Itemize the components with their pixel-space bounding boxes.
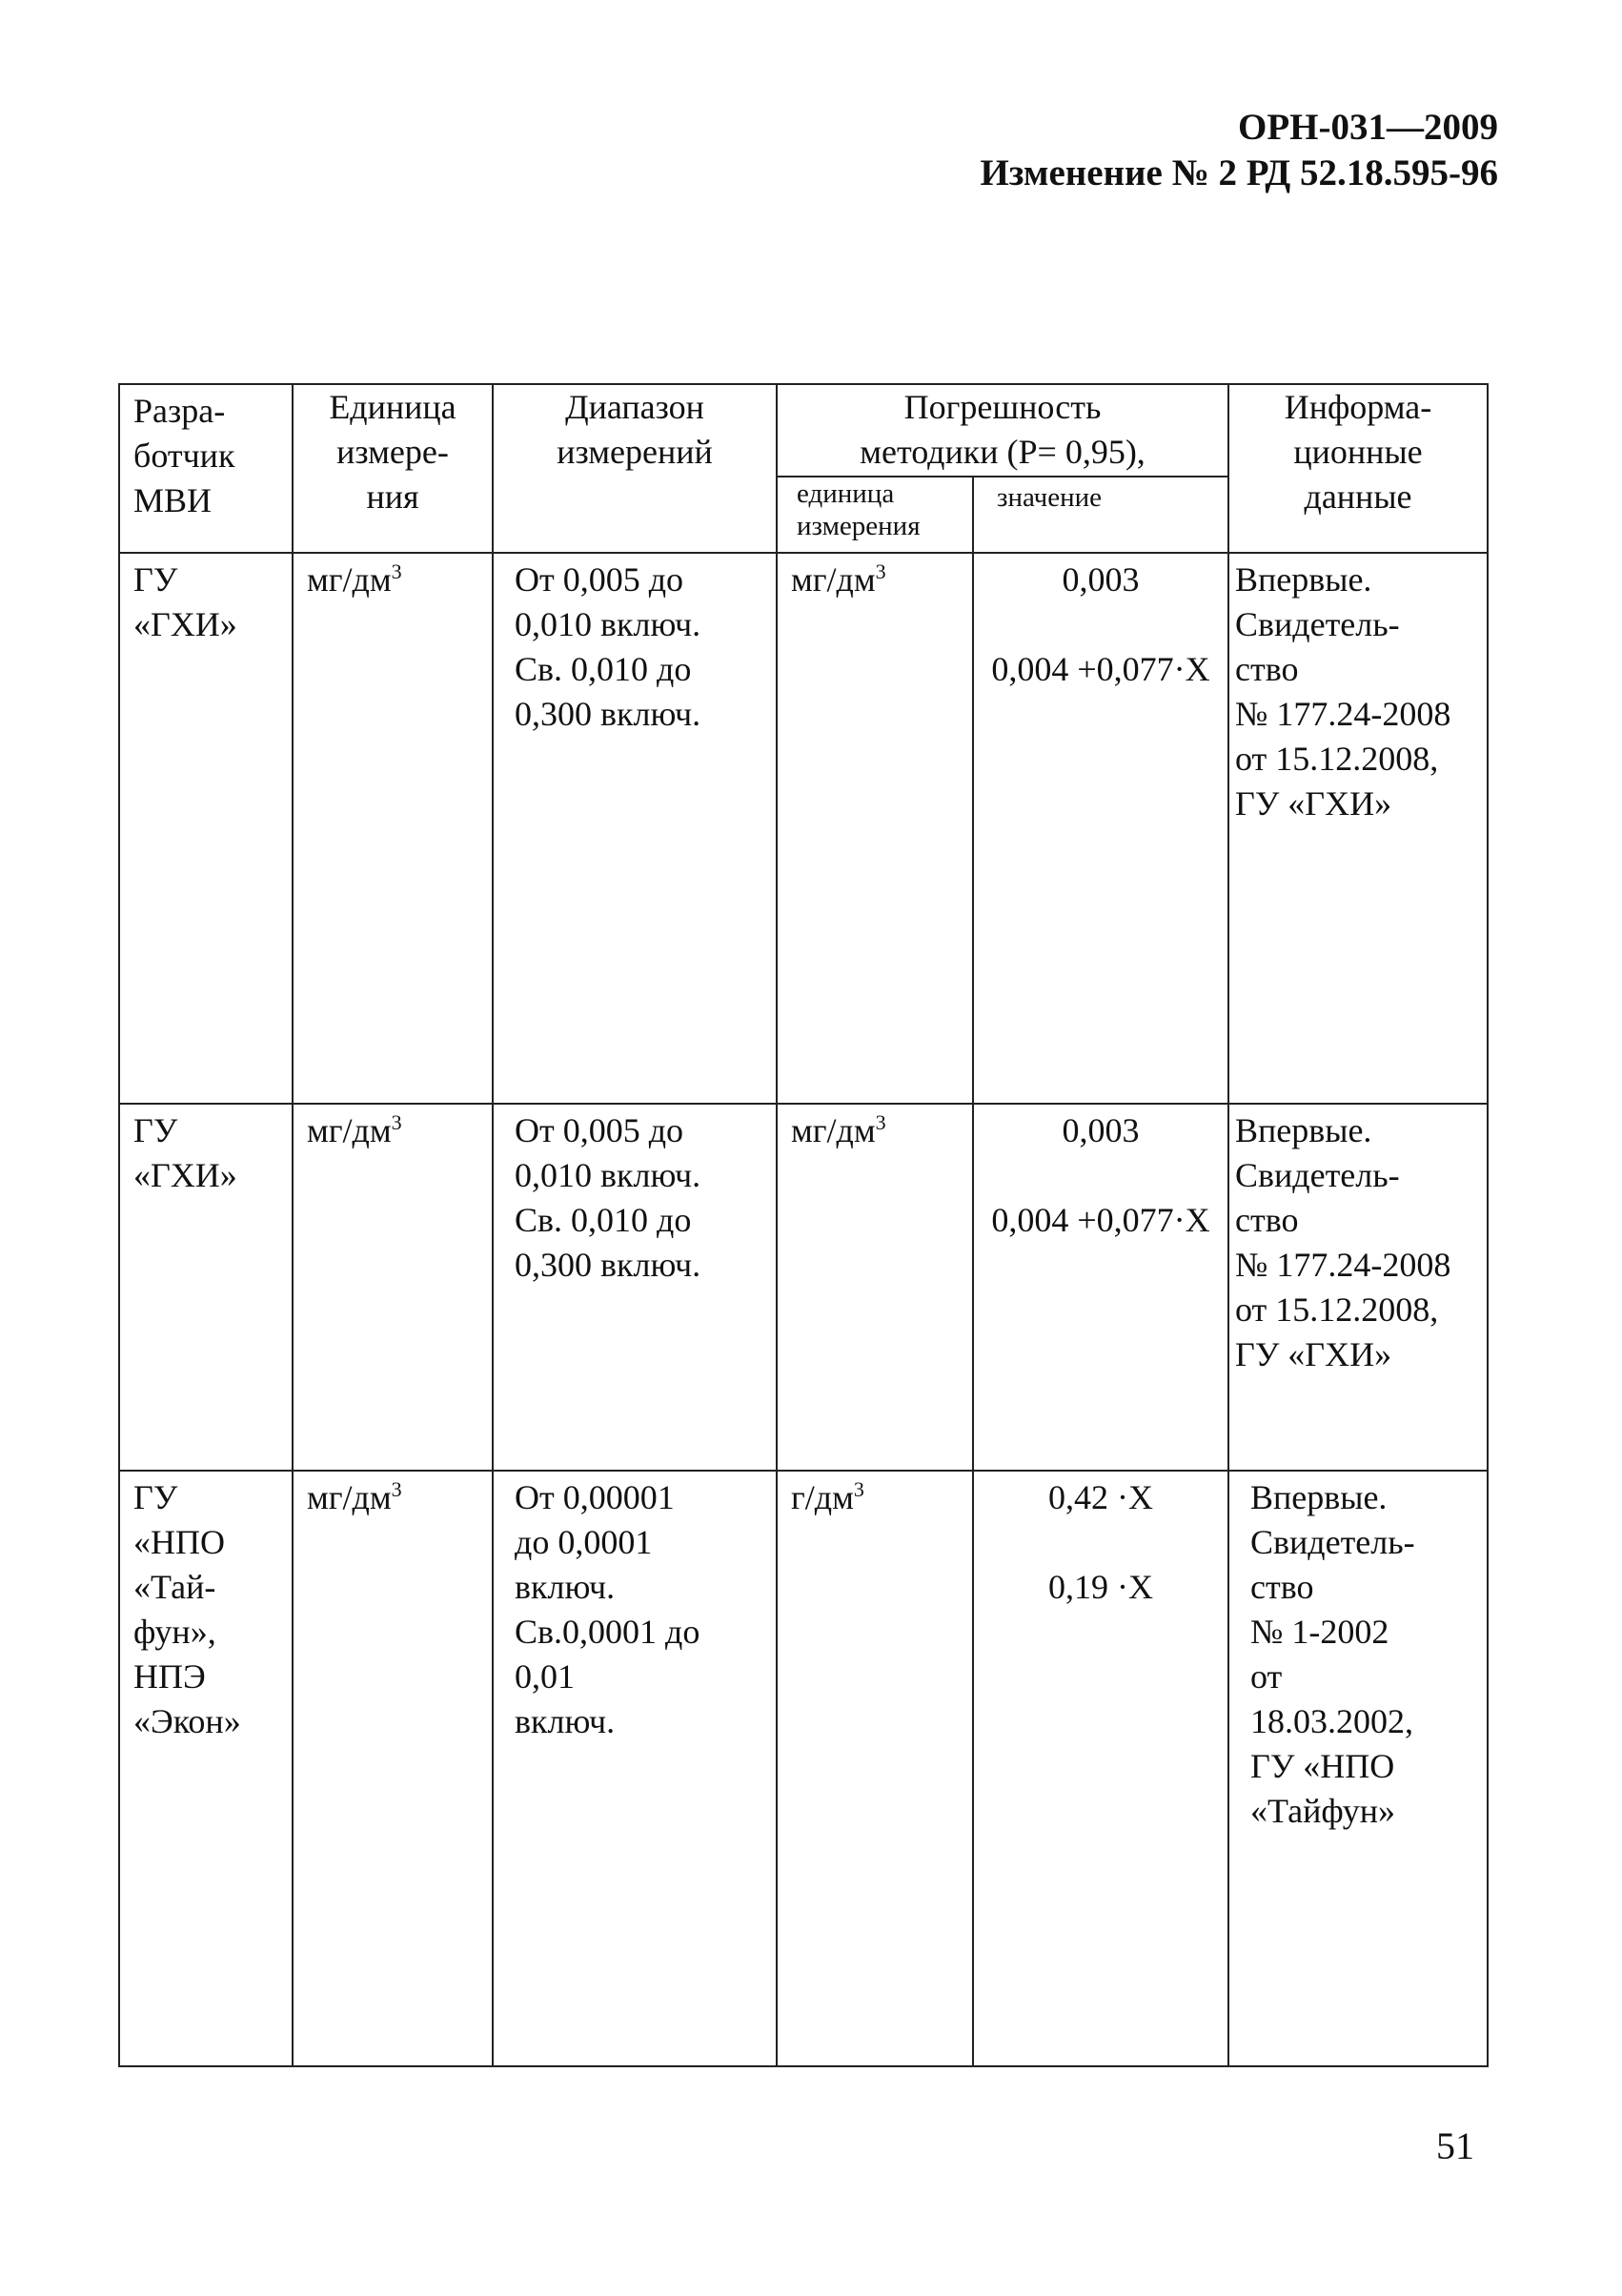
cell-error-value: 0,003 0,004 +0,077·X xyxy=(973,553,1228,1104)
cell-range: От 0,005 до 0,010 включ. Св. 0,010 до 0,300 включ. xyxy=(493,553,777,1104)
header-developer: Разра- ботчик МВИ xyxy=(119,384,293,553)
header-error-unit: единица измерения xyxy=(777,477,973,553)
header-error-value: значение xyxy=(973,477,1228,553)
table-row xyxy=(119,1471,1488,2066)
amendment-title: Изменение № 2 РД 52.18.595-96 xyxy=(980,152,1498,193)
cell-error-unit: $г/дм^3$ xyxy=(777,1471,973,2066)
header-error: Погрешность методики (Р= 0,95), xyxy=(777,384,1228,477)
cell-range: От 0,005 до 0,010 включ. Св. 0,010 до 0,300 включ. xyxy=(493,1104,777,1471)
document-code: ОРН-031—2009 xyxy=(1238,107,1498,148)
cell-info: Впервые. Свидетель- ство № 177.24-2008 от 15.12.2008, ГУ «ГХИ» xyxy=(1228,1104,1488,1471)
header-unit: Единица измере- ния xyxy=(293,384,493,553)
cell-error-unit: $мг/дм^3$ xyxy=(777,553,973,1104)
cell-error-unit: $мг/дм^3$ xyxy=(777,1104,973,1471)
cell-info: Впервые. Свидетель- ство № 1-2002 от 18.03.2002, ГУ «НПО «Тайфун» xyxy=(1228,1471,1488,2066)
cell-error-value: 0,42 ·X 0,19 ·X xyxy=(973,1471,1228,2066)
table-row xyxy=(119,1104,1488,1471)
cell-unit: $мг/дм^3$ xyxy=(293,1104,493,1471)
cell-range: От 0,00001 до 0,0001 включ. Св.0,0001 до 0,01 включ. xyxy=(493,1471,777,2066)
cell-developer: ГУ «ГХИ» xyxy=(119,553,293,1104)
table-row xyxy=(119,553,1488,1104)
measurement-methods-table xyxy=(118,383,1489,2067)
cell-unit: $мг/дм^3$ xyxy=(293,553,493,1104)
table-header-row xyxy=(119,384,1488,477)
cell-error-value: 0,003 0,004 +0,077·X xyxy=(973,1104,1228,1471)
header-range: Диапазон измерений xyxy=(493,384,777,553)
cell-unit: $мг/дм^3$ xyxy=(293,1471,493,2066)
cell-developer: ГУ «ГХИ» xyxy=(119,1104,293,1471)
cell-developer: ГУ «НПО «Тай- фун», НПЭ «Экон» xyxy=(119,1471,293,2066)
cell-info: Впервые. Свидетель- ство № 177.24-2008 от 15.12.2008, ГУ «ГХИ» xyxy=(1228,553,1488,1104)
page-number: 51 xyxy=(1436,2124,1474,2167)
header-info: Информа- ционные данные xyxy=(1228,384,1488,553)
